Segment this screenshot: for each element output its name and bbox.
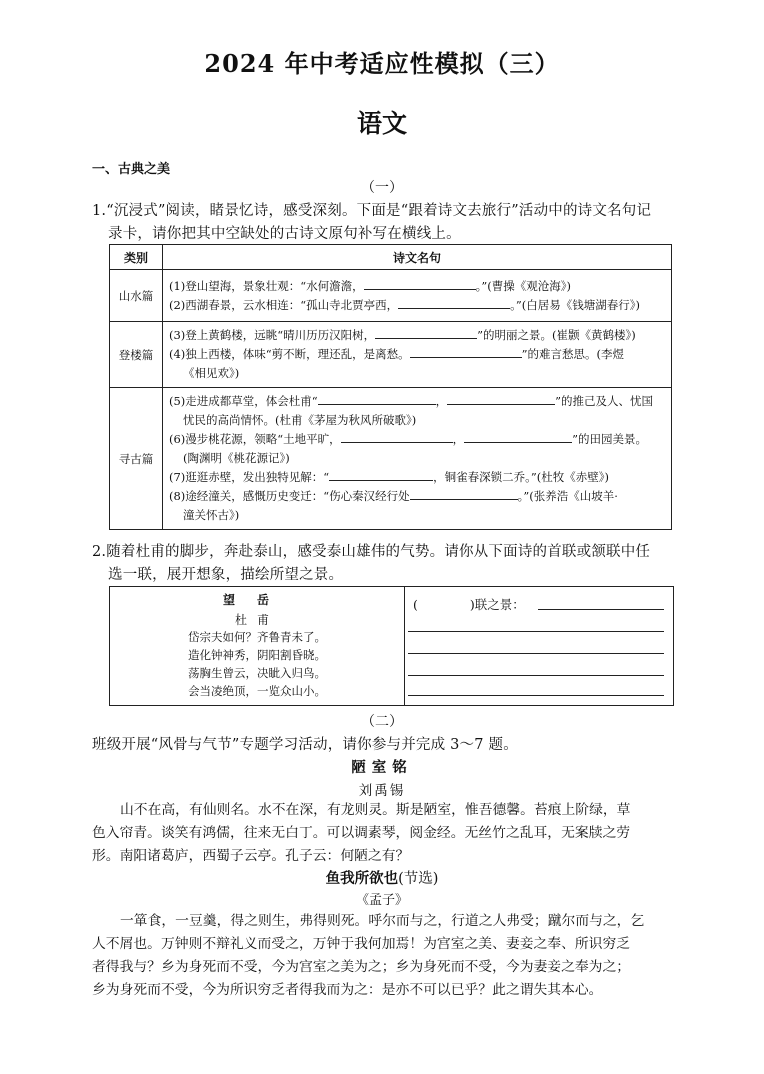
answer-blank[interactable] (464, 430, 572, 443)
text-2-source: 《孟子》 (355, 893, 408, 908)
table-header-lines: 诗文名句 (163, 245, 672, 270)
exam-title: 2024 年中考适应性模拟（三） (204, 49, 560, 78)
table-cell: (1)登山望海，景象壮观：“水何澹澹， 。”(曹操《观沧海》) (2)西湖春景，云水相连：“孤山寺北贾亭西， 。”(白居易《钱塘湖春行》) (163, 270, 672, 322)
answer-label: ( )联之景： (413, 597, 525, 612)
answer-blank[interactable] (375, 326, 477, 339)
table-cell: (3)登上黄鹤楼，远眺“晴川历历汉阳树， ”的明丽之景。(崔颢《黄鹤楼》) (4)独上西楼，体味“剪不断，理还乱，是离愁。 ”的难言愁思。(李煜 《相见欢》) (163, 322, 672, 388)
poem-line: 荡胸生曾云，决眦入归鸟。 (188, 666, 326, 680)
text-2-title-line (0, 867, 764, 888)
poem-record-table (109, 244, 672, 530)
category-history: 寻古篇 (110, 388, 163, 530)
answer-line[interactable] (408, 653, 664, 654)
table-header-category: 类别 (110, 245, 163, 270)
text-1-author: 刘禹锡 (358, 783, 406, 799)
answer-line[interactable] (408, 675, 664, 676)
question-1-line-1: 1.“沉浸式”阅读，睹景忆诗，感受深刻。下面是“跟着诗文去旅行”活动中的诗文名句记 (92, 203, 652, 219)
text-2-title: 鱼我所欲也 (325, 870, 399, 887)
text-1-line: 山不在高，有仙则名。水不在深，有龙则灵。斯是陋室，惟吾德馨。苔痕上阶绿，草 (120, 802, 631, 818)
answer-blank[interactable] (398, 296, 510, 309)
text-2-line: 乡为身死而不受，今为所识穷乏者得我而为之：是亦不可以已乎？此之谓失其本心。 (92, 982, 603, 998)
text-1-line: 色入帘青。谈笑有鸿儒，往来无白丁。可以调素琴，阅金经。无丝竹之乱耳，无案牍之劳 (92, 825, 631, 841)
text-1-line: 形。南阳诸葛庐，西蜀子云亭。孔子云：何陋之有？ (92, 848, 410, 864)
text-1-title: 陋室铭 (351, 759, 413, 776)
question-2-line-1: 2.随着杜甫的脚步，奔赴泰山，感受泰山雄伟的气势。请你从下面诗的首联或颔联中任 (92, 544, 651, 560)
category-tower: 登楼篇 (110, 322, 163, 388)
category-landscape: 山水篇 (110, 270, 163, 322)
answer-line[interactable] (408, 631, 664, 632)
text-2-line: 人不屑也。万钟则不辩礼义而受之，万钟于我何加焉！为宫室之美、妻妾之奉、所识穷乏 (92, 936, 631, 952)
text-2-line: 一箪食，一豆羹，得之则生，弗得则死。呼尔而与之，行道之人弗受；蹴尔而与之，乞 (120, 913, 645, 929)
part-2-intro: 班级开展“风骨与气节”专题学习活动，请你参与并完成 3～7 题。 (92, 737, 518, 753)
question-2-line-2: 选一联，展开想象，描绘所望之景。 (108, 567, 344, 583)
text-2-line: 者得我与？乡为身死而不受，今为宫室之美为之；乡为身死而不受，今为妻妾之奉为之； (92, 959, 631, 975)
answer-blank[interactable] (341, 430, 453, 443)
poem-line: 会当凌绝顶，一览众山小。 (188, 684, 326, 698)
poem-answer-box (109, 586, 674, 706)
section-heading: 一、古典之美 (92, 162, 171, 177)
poem-line: 岱宗夫如何？齐鲁青未了。 (188, 630, 326, 644)
question-1-line-2: 录卡，请你把其中空缺处的古诗文原句补写在横线上。 (108, 226, 461, 242)
answer-blank[interactable] (447, 392, 555, 405)
text-2-note: (节选) (398, 871, 439, 887)
poem-author: 杜甫 (234, 613, 279, 627)
answer-blank[interactable] (410, 487, 518, 500)
answer-blank[interactable] (364, 277, 476, 290)
answer-blank[interactable] (318, 392, 436, 405)
part-label: （二） (361, 714, 403, 730)
poem-title: 望岳 (222, 593, 291, 607)
answer-line[interactable] (408, 695, 664, 696)
answer-blank[interactable] (329, 468, 433, 481)
answer-line[interactable] (538, 609, 664, 610)
part-label: （一） (361, 180, 403, 196)
poem-panel (110, 587, 405, 705)
subject-title: 语文 (356, 109, 407, 138)
answer-blank[interactable] (410, 345, 522, 358)
poem-line: 造化钟神秀，阴阳割昏晓。 (188, 648, 326, 662)
table-cell: (5)走进成都草堂，体会杜甫“ ， ”的推己及人、忧国 忧民的高尚情怀。(杜甫《茅屋为秋风所破歌》) (6)漫步桃花源，领略“土地平旷， ， ”的田园美景。 (陶渊明《桃花源记》) (7)逛逛赤壁，发出独特见解：“ ，铜雀春深锁二乔。”(杜牧《赤壁》) (8)途经潼关，感慨历史变迁：“伤心秦汉经行处 。”(张养浩《山坡羊· 潼关怀古》) (163, 388, 672, 530)
